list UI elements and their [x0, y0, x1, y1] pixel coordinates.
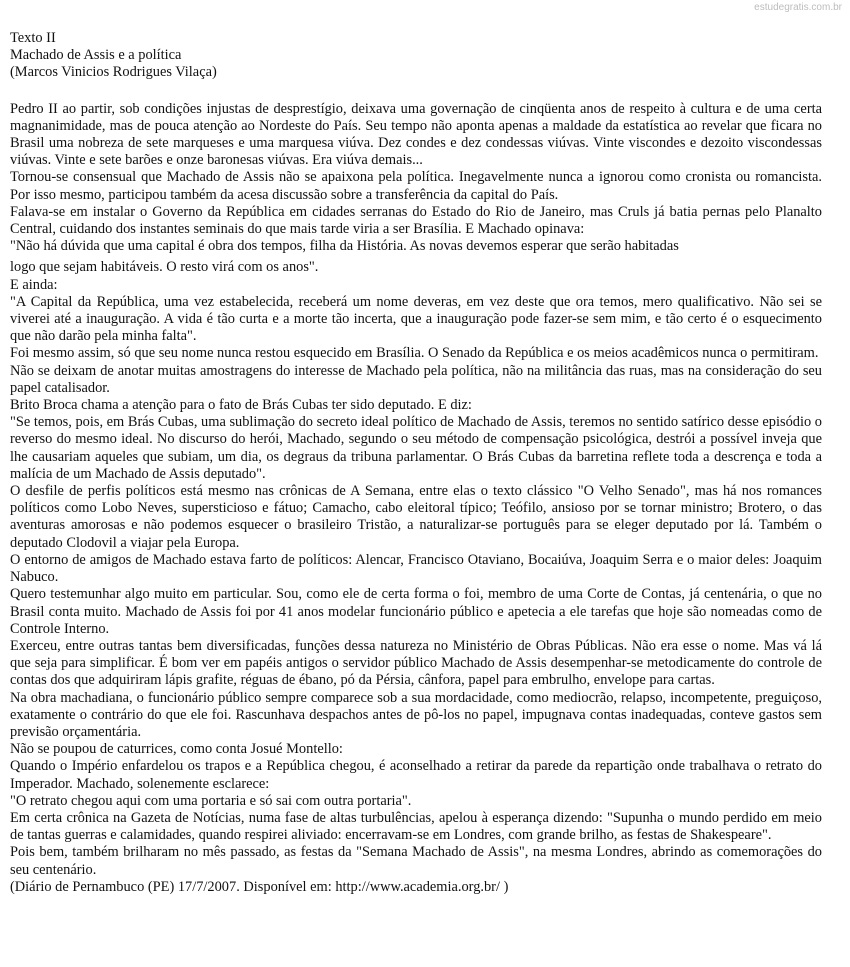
paragraph: Quero testemunhar algo muito em particular. Sou, como ele de certa forma o foi, membro de uma Corte de Contas, já centenária, o que no Brasil conta muito. Machado de Assis foi por 41 anos modelar funcionário público e apetecia a ele tarefas que hoje são nomeadas como de Controle Interno. — [10, 586, 822, 637]
paragraph: Não se deixam de anotar muitas amostragens do interesse de Machado pela política, não na militância das ruas, mas na consideração do seu papel catalisador. — [10, 362, 822, 396]
article-body — [10, 101, 822, 896]
article-header — [10, 30, 822, 82]
quote-paragraph: "Não há dúvida que uma capital é obra dos tempos, filha da História. As novas devemos esperar que serão habitadas — [10, 238, 679, 255]
paragraph: Não se poupou de caturrices, como conta Josué Montello: — [10, 741, 343, 758]
paragraph: E ainda: — [10, 276, 58, 293]
article-title: Machado de Assis e a política — [10, 47, 182, 64]
paragraph: O desfile de perfis políticos está mesmo nas crônicas de A Semana, entre elas o texto clássico "O Velho Senado", mas há nos romances políticos como Lobo Neves, supersticioso e fátuo; Camacho, cabo eleitoral típico; Teófilo, ansioso por se tornar ministro; Brotero, o das aventuras amorosas e não podemos esquecer o brasileiro Tristão, a naturalizar-se português para se eleger deputado por lá. Também o deputado Clodovil a viajar pela Europa. — [10, 483, 822, 551]
text-label: Texto II — [10, 30, 56, 46]
paragraph: Exerceu, entre outras tantas bem diversificadas, funções dessa natureza no Ministério de Obras Públicas. Não era esse o nome. Mas vá lá que seja para simplificar. É bom ver em papéis antigos o servidor público Machado de Assis desempenhar-se metodicamente do controle de contas dos que adquiriram lápis grafite, réguas de ébano, pó da Pérsia, cânfora, papel para embrulho, envelope para cartas. — [10, 637, 822, 689]
article-author: (Marcos Vinicios Rodrigues Vilaça) — [10, 64, 217, 81]
paragraph: Na obra machadiana, o funcionário público sempre comparece sob a sua mordacidade, como mediocrão, relapso, incompetente, preguiçoso, exatamente o contrário do que ele foi. Rascunhava despachos antes de pô-los no papel, impugnava contas inadequadas, conteve gastos sem previsão orçamentária. — [10, 689, 822, 740]
paragraph: Pedro II ao partir, sob condições injustas de desprestígio, deixava uma governação de cinqüenta anos de respeito à cultura e de uma certa magnanimidade, mas de pouca atenção ao Nordeste do País. Seu tempo não aponta apenas a maldade da estatística ao revelar que ficara no Brasil uma nobreza de sete marqueses e uma marquesa viúva. Dez condes e dez condessas viúvas. Vinte viscondes e dezoito viscondessas viúvas. Vinte e sete barões e onze baronesas viúvas. Era viúva demais... — [10, 100, 822, 169]
quote-paragraph: "A Capital da República, uma vez estabelecida, receberá um nome deveras, em vez deste que ora temos, mero qualificativo. Não sei se viverei até a inauguração. A vida é tão curta e a morte tão incerta, que a inauguração pode fazer-se sem mim, e tão certo é o esquecimento que não darão pela minha falta". — [10, 293, 822, 345]
paragraph: Em certa crônica na Gazeta de Notícias, numa fase de altas turbulências, apelou à esperança dizendo: "Supunha o mundo perdido em meio de tantas guerras e calamidades, quando respirei aliviado: encerravam-se em Londres, com grande brilho, as festas de Shakespeare". — [10, 809, 822, 844]
paragraph: O entorno de amigos de Machado estava farto de políticos: Alencar, Francisco Otaviano, Bocaiúva, Joaquim Serra e o maior deles: Joaquim Nabuco. — [10, 551, 822, 586]
paragraph: Foi mesmo assim, só que seu nome nunca restou esquecido em Brasília. O Senado da República e os meios acadêmicos nunca o permitiram. — [10, 345, 819, 362]
site-watermark: estudegratis.com.br — [754, 2, 842, 13]
paragraph: Brito Broca chama a atenção para o fato de Brás Cubas ter sido deputado. E diz: — [10, 397, 472, 414]
quote-paragraph: logo que sejam habitáveis. O resto virá com os anos". — [10, 259, 319, 276]
paragraph: Falava-se em instalar o Governo da República em cidades serranas do Estado do Rio de Janeiro, mas Cruls já batia pernas pelo Planalto Central, cuidando dos instantes seminais do que mais tarde viria a ser Brasília. E Machado opinava: — [10, 203, 822, 238]
paragraph: Pois bem, também brilharam no mês passado, as festas da "Semana Machado de Assis", na mesma Londres, abrindo as comemorações do seu centenário. — [10, 844, 822, 878]
paragraph: Tornou-se consensual que Machado de Assis não se apaixona pela política. Inegavelmente nunca a ignorou como cronista ou romancista. Por isso mesmo, participou também da acesa discussão sobre a transferência da capital do País. — [10, 169, 822, 203]
quote-paragraph: "O retrato chegou aqui com uma portaria e só sai com outra portaria". — [10, 792, 412, 809]
article — [10, 30, 822, 896]
quote-paragraph: "Se temos, pois, em Brás Cubas, uma sublimação do secreto ideal político de Machado de Assis, teremos no sentido satírico desse episódio o reverso do mesmo ideal. No discurso do herói, Machado, segundo o seu método de compensação psicológica, destrói a possível inveja que lhe causariam aqueles que subiam, um dia, os degraus da tribuna parlamentar. O Brás Cubas da barretina reflete toda a descrença e toda a malícia de um Machado de Assis deputado". — [10, 414, 822, 482]
paragraph: Quando o Império enfardelou os trapos e a República chegou, é aconselhado a retirar da parede da repartição onde trabalhava o retrato do Imperador. Machado, solenemente esclarece: — [10, 758, 822, 792]
source-citation: (Diário de Pernambuco (PE) 17/7/2007. Disponível em: http://www.academia.org.br/ ) — [10, 878, 509, 895]
